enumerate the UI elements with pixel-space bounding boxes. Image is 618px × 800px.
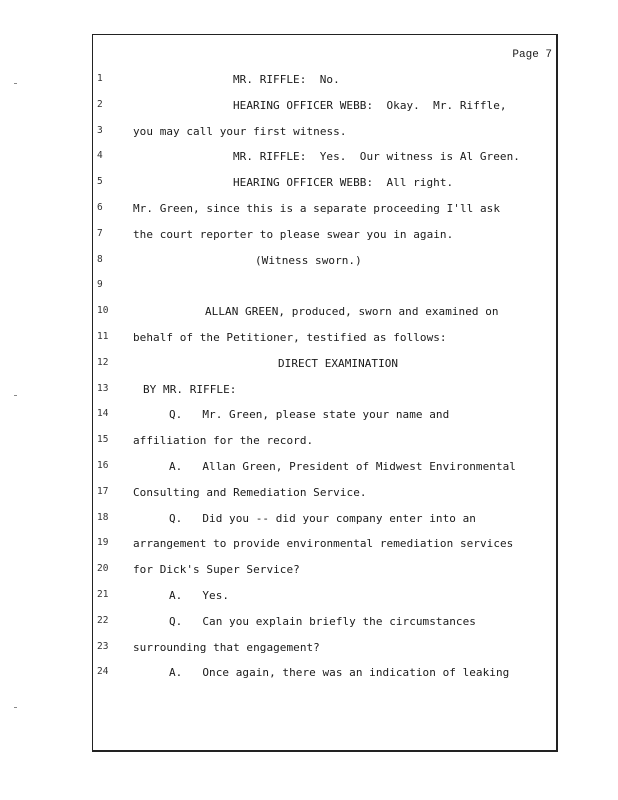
transcript-line — [93, 563, 559, 579]
line-number: 21 — [97, 589, 109, 600]
line-text: Q. Did you -- did your company enter into an — [169, 511, 476, 525]
transcript-line — [93, 460, 559, 476]
line-text: the court reporter to please swear you in again. — [133, 227, 454, 241]
line-text: ALLAN GREEN, produced, sworn and examined on — [205, 305, 499, 319]
line-text: behalf of the Petitioner, testified as follows: — [133, 331, 447, 344]
line-text: BY MR. RIFFLE: — [143, 382, 237, 396]
line-text: A. Yes. — [169, 589, 230, 602]
transcript-line — [93, 383, 559, 399]
line-text: affiliation for the record. — [133, 434, 314, 448]
transcript-line — [93, 486, 559, 502]
line-text: A. Once again, there was an indication of leaking — [169, 666, 510, 680]
line-number: 17 — [97, 485, 109, 497]
line-number: 13 — [97, 382, 109, 394]
line-number: 7 — [97, 227, 103, 239]
transcript-line — [93, 666, 559, 682]
line-number: 5 — [97, 176, 103, 188]
line-number: 20 — [97, 563, 109, 575]
line-text: surrounding that engagement? — [133, 640, 320, 654]
line-text: (Witness sworn.) — [255, 253, 362, 267]
transcript-line — [93, 125, 559, 141]
line-number: 23 — [97, 640, 109, 652]
transcript-line — [93, 254, 559, 270]
transcript-line — [93, 615, 559, 631]
transcript-line — [93, 589, 559, 605]
transcript-line — [93, 99, 559, 115]
line-number: 9 — [97, 279, 103, 291]
line-text: arrangement to provide environmental remediation services — [133, 537, 514, 551]
transcript-line — [93, 305, 559, 321]
transcript-page — [92, 34, 558, 752]
line-text: DIRECT EXAMINATION — [278, 356, 399, 370]
line-number: 19 — [97, 537, 109, 549]
line-number: 3 — [97, 124, 103, 136]
line-text: Consulting and Remediation Service. — [133, 485, 367, 499]
scan-mark — [14, 395, 17, 396]
line-text: you may call your first witness. — [133, 124, 347, 138]
transcript-line — [93, 279, 559, 295]
transcript-line — [93, 228, 559, 244]
transcript-line — [93, 202, 559, 218]
line-number: 15 — [97, 434, 109, 446]
line-text: MR. RIFFLE: Yes. Our witness is Al Green. — [233, 150, 520, 164]
scan-mark — [14, 83, 17, 84]
line-number: 24 — [97, 666, 109, 678]
line-text: HEARING OFFICER WEBB: All right. — [233, 176, 454, 190]
line-number: 2 — [97, 98, 103, 110]
line-number: 8 — [97, 253, 103, 265]
transcript-line — [93, 434, 559, 450]
line-text: MR. RIFFLE: No. — [233, 73, 340, 86]
transcript-line — [93, 537, 559, 553]
line-text: Q. Mr. Green, please state your name and — [169, 408, 450, 422]
transcript-line — [93, 176, 559, 192]
scan-mark — [14, 707, 17, 708]
line-number: 12 — [97, 356, 109, 368]
line-number: 4 — [97, 150, 103, 162]
line-number: 16 — [97, 460, 109, 471]
line-text: for Dick's Super Service? — [133, 563, 300, 577]
transcript-line — [93, 357, 559, 373]
line-number: 18 — [97, 511, 109, 523]
line-number: 1 — [97, 73, 103, 84]
line-number: 14 — [97, 408, 109, 420]
transcript-line — [93, 73, 559, 89]
transcript-line — [93, 641, 559, 657]
transcript-line — [93, 408, 559, 424]
transcript-line — [93, 331, 559, 347]
line-number: 22 — [97, 614, 109, 626]
line-number: 6 — [97, 202, 103, 213]
transcript-line — [93, 150, 559, 166]
page-number: Page 7 — [512, 49, 552, 61]
transcript-line — [93, 512, 559, 528]
line-text: HEARING OFFICER WEBB: Okay. Mr. Riffle, — [233, 98, 507, 112]
line-text: A. Allan Green, President of Midwest Environmental — [169, 460, 516, 473]
line-text: Q. Can you explain briefly the circumstances — [169, 614, 476, 628]
line-number: 11 — [97, 331, 109, 342]
line-number: 10 — [97, 305, 109, 317]
line-text: Mr. Green, since this is a separate proceeding I'll ask — [133, 202, 500, 215]
